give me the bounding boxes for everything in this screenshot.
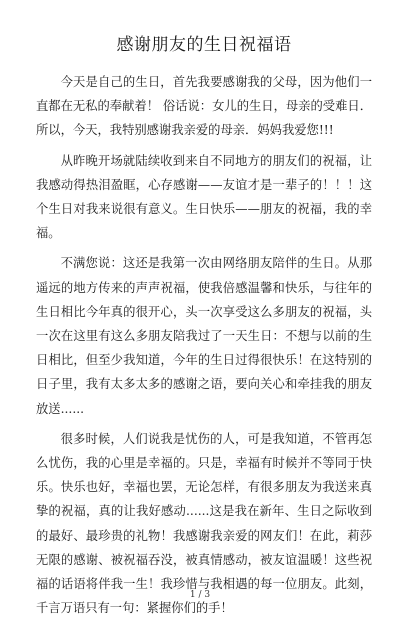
paragraph-1: 今天是自己的生日，首先我要感谢我的父母，因为他们一直都在无私的奉献着！ 俗话说：女儿的生日，母亲的受难日．所以，今天，我特别感谢我亲爱的母亲．妈妈我爱您!!! xyxy=(36,75,372,138)
paragraph-2: 从昨晚开场就陆续收到来自不同地方的朋友们的祝福，让我感动得热泪盈眶，心存感谢——友谊才是一辈子的！！！这个生日对我来说很有意义。生日快乐——朋友的祝福，我的幸福。 xyxy=(36,153,372,241)
page-number: 1 / 3 xyxy=(189,590,211,600)
paragraph-3: 不满您说：这还是我第一次由网络朋友陪伴的生日。从那遥远的地方传来的声声祝福，使我倍感温馨和快乐，与往年的生日相比今年真的很开心，头一次享受这么多朋友的祝福，头一次在这里有这么多朋友陪我过了一天生日：不想与以前的生日相比，但至少我知道，今年的生日过得很快乐！在这特别的日子里，我有太多太多的感谢之语，要向关心和牵挂我的朋友放送...... xyxy=(36,256,372,416)
document-title: 感谢朋友的生日祝福语 xyxy=(116,35,292,55)
paragraph-4: 很多时候，人们说我是忧伤的人，可是我知道，不管再怎么忧伤，我的心里是幸福的。只是，幸福有时候并不等同于快乐。快乐也好，幸福也罢，无论怎样，有很多朋友为我送来真挚的祝福，真的让我好感动......这是我在新年、生日之际收到的最好、最珍贵的礼物！我感谢我亲爱的网友们！在此，莉莎无限的感谢、被祝福吞没，被真情感动，被友谊温暖！这些祝福的话语将伴我一生！我珍惜与我相遇的每一位朋友。此刻，千言万语只有一句：紧握你们的手！ xyxy=(36,431,372,616)
